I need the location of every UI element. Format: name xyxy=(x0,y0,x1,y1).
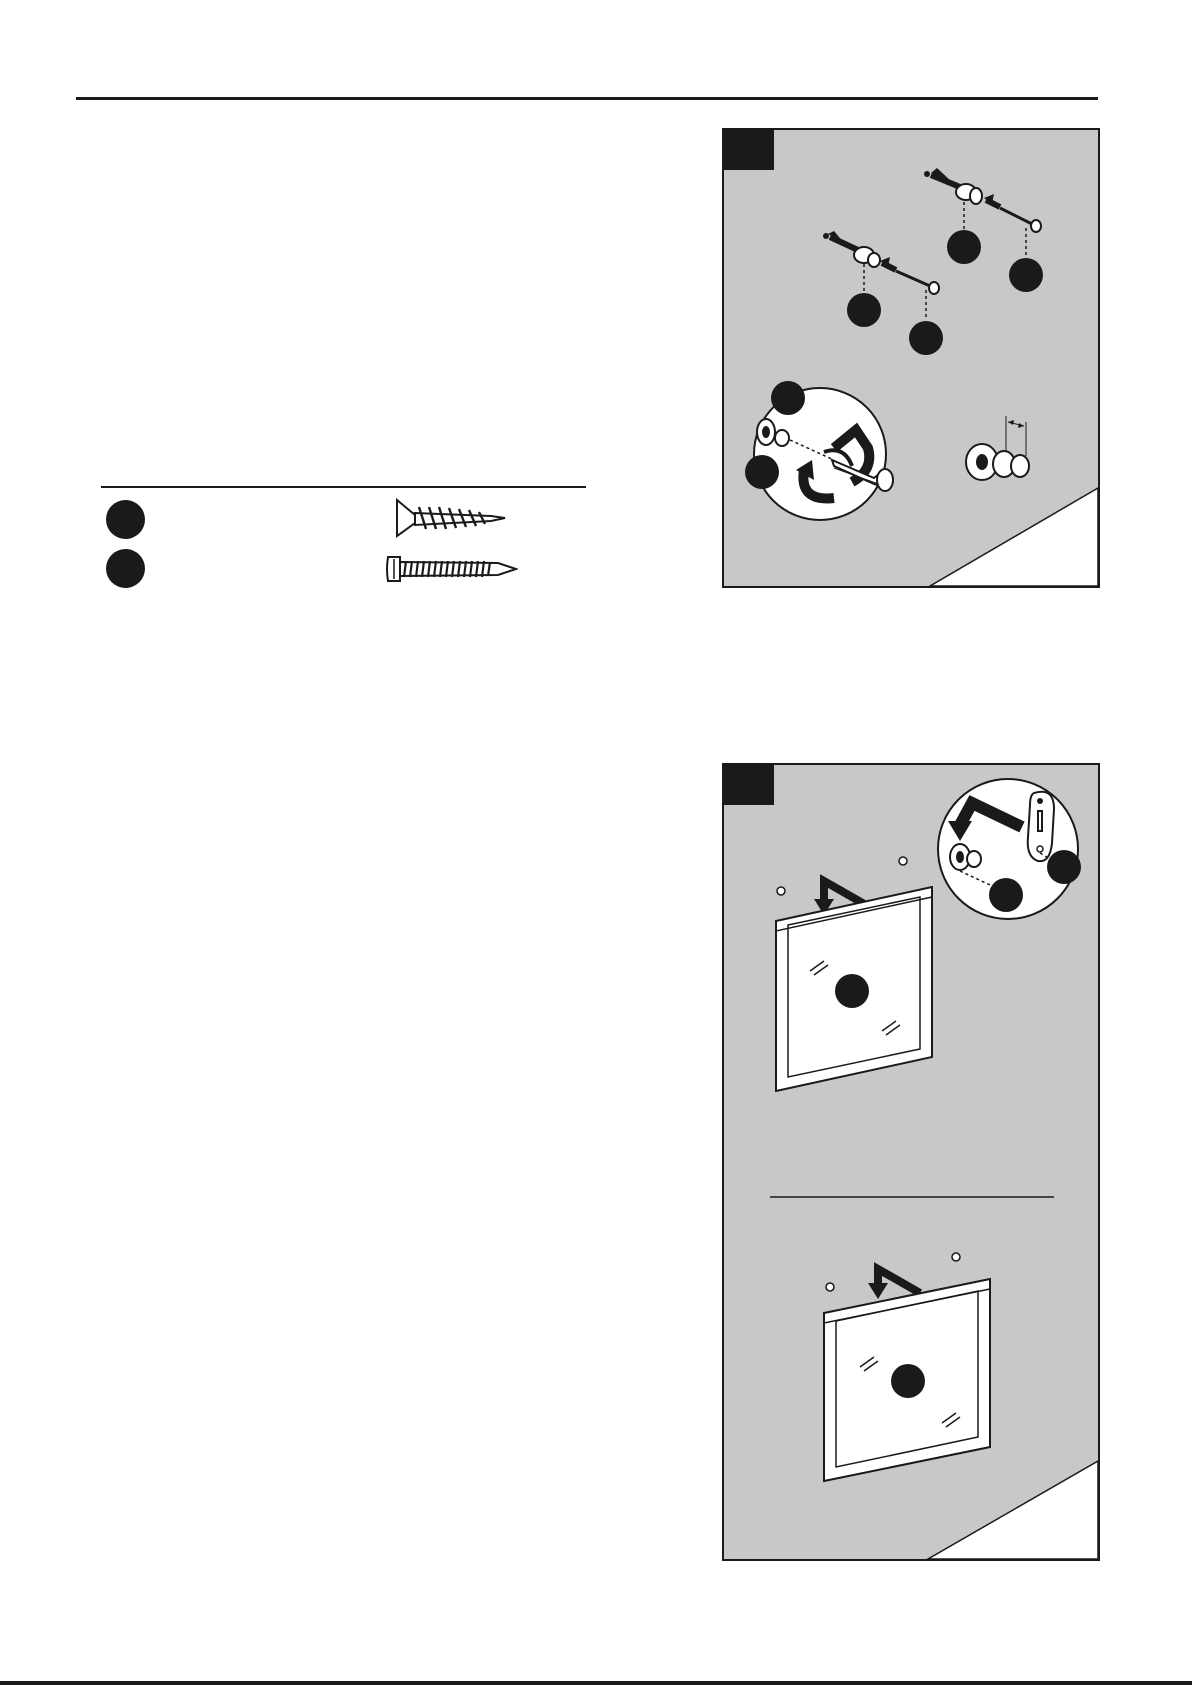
hardware-callout-circle xyxy=(106,500,145,539)
footer-rule xyxy=(0,1681,1192,1685)
step-panel-anchors xyxy=(722,128,1100,588)
hardware-item xyxy=(106,500,145,539)
callout-circle xyxy=(745,455,779,489)
callout-circle xyxy=(847,293,881,327)
mirror-hanging-icon xyxy=(724,765,1098,1559)
callout-circle xyxy=(989,878,1023,912)
header-rule xyxy=(76,97,1098,100)
callout-circle xyxy=(1047,850,1081,884)
wall-anchor-installation-icon xyxy=(724,130,1098,586)
callout-circle xyxy=(1009,258,1043,292)
hardware-list-rule xyxy=(101,486,586,488)
step-panel-mirror xyxy=(722,763,1100,1561)
wood-screw-icon xyxy=(395,497,507,539)
callout-circle xyxy=(835,974,869,1008)
callout-circle xyxy=(771,381,805,415)
callout-circle xyxy=(947,230,981,264)
callout-circle xyxy=(909,321,943,355)
hardware-item xyxy=(106,549,145,588)
machine-screw-icon xyxy=(386,553,518,585)
callout-circle xyxy=(891,1364,925,1398)
hardware-callout-circle xyxy=(106,549,145,588)
